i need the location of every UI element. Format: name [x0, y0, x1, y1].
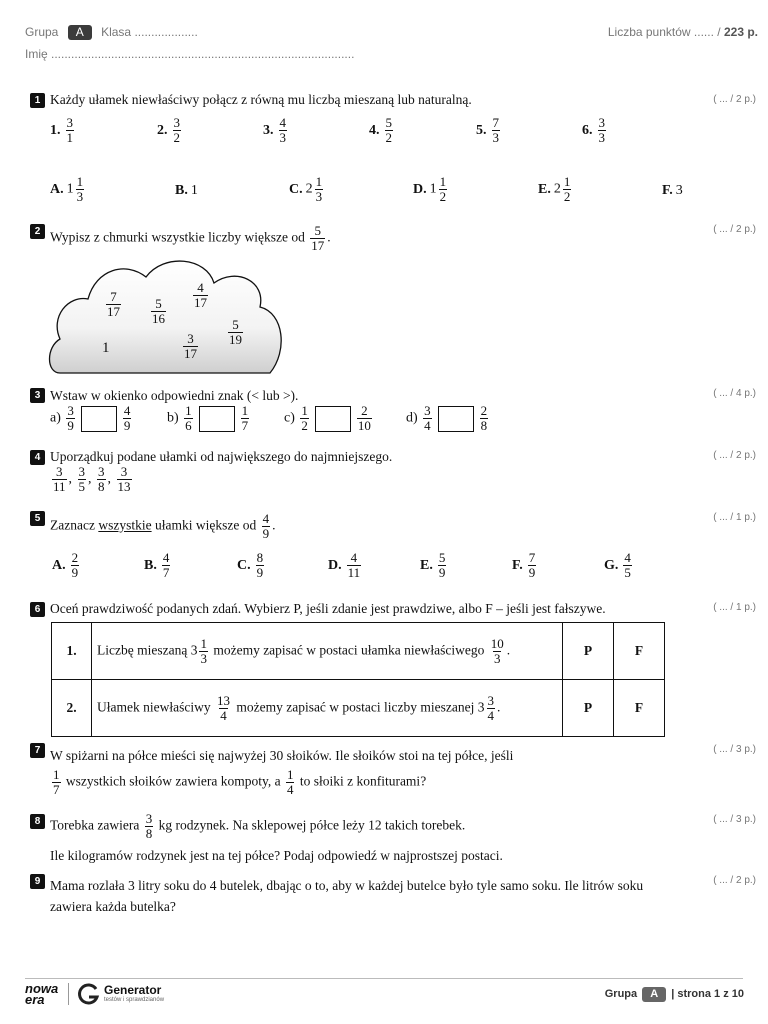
item-label: 1. — [50, 122, 61, 138]
fraction: $\frac{5}{17}$ — [311, 223, 325, 253]
fraction: $\frac{5}{9}$ — [438, 550, 446, 580]
task5-underlined: wszystkie — [98, 517, 152, 533]
cloud-fraction: $\frac{3}{17}$ — [184, 331, 197, 361]
fraction: $\frac{4}{7}$ — [162, 550, 170, 580]
group-label: Grupa — [25, 25, 59, 39]
task3-text: Wstaw w okienko odpowiedni znak (< lub >). — [50, 388, 299, 403]
option-label: F. — [662, 183, 673, 198]
statement: Ułamek niewłaściwy $\frac{13}{4}$ możemy zapisać w postaci liczby mieszanej 3 $\frac{3}{4}$ . — [92, 680, 563, 737]
fraction: $\frac{2}{10}$ — [357, 403, 371, 433]
false-option[interactable]: F — [614, 680, 665, 737]
table-row — [52, 623, 665, 680]
task6-text: Oceń prawdziwość podanych zdań. Wybierz P, jeśli zdanie jest prawdziwe, albo F – jeśli jest fałszywe. — [50, 601, 606, 616]
task4-number: 4 — [30, 450, 45, 465]
generator-logo-text: Generator — [104, 983, 162, 997]
answer-box[interactable] — [199, 406, 235, 432]
pair-label: b) — [167, 410, 179, 426]
task3-pair-b — [167, 404, 251, 433]
task6-number: 6 — [30, 602, 45, 617]
points-sep: / — [717, 25, 721, 39]
fraction: $\frac{4}{9}$ — [123, 403, 131, 433]
whole-part: 2 — [305, 181, 313, 197]
true-option[interactable]: P — [563, 623, 614, 680]
task1-number: 1 — [30, 93, 45, 108]
fraction: $\frac{2}{8}$ — [480, 403, 488, 433]
task7-points: ( ... / 3 p.) — [713, 744, 756, 755]
fraction: $\frac{5}{2}$ — [385, 115, 392, 145]
fraction: $\frac{4}{5}$ — [624, 550, 631, 580]
task8-line1: Torebka zawiera $\frac{3}{8}$ kg rodzynek. Na sklepowej półce leży 12 takich torebek. — [50, 811, 466, 841]
task5-option-f[interactable] — [512, 551, 538, 580]
fraction: $\frac{1}{2}$ — [301, 403, 308, 433]
option-label: C. — [289, 181, 303, 197]
task7-number: 7 — [30, 743, 45, 758]
task5-text-a: Zaznacz — [50, 517, 95, 533]
task9-line1: Mama rozlała 3 litry soku do 4 butelek, dbając o to, aby w każdej butelce było tyle samo soku. Ile litrów soku — [50, 878, 644, 893]
option-label: A. — [50, 181, 64, 197]
option-label: E. — [420, 557, 433, 573]
item-label: 4. — [369, 122, 380, 138]
cloud-fraction: $\frac{5}{19}$ — [229, 317, 242, 347]
answer-box[interactable] — [315, 406, 351, 432]
option-label: D. — [413, 181, 427, 197]
whole-part: 3 — [675, 183, 683, 198]
task1-points: ( ... / 2 p.) — [713, 94, 756, 105]
option-label: G. — [604, 557, 619, 573]
fraction: $\frac{1}{3}$ — [200, 635, 207, 666]
fraction: $\frac{1}{7}$ — [53, 767, 60, 797]
task1-option-a[interactable] — [50, 175, 86, 204]
task5-option-a[interactable] — [52, 551, 81, 580]
fraction: $\frac{1}{7}$ — [241, 403, 249, 433]
points-label: Liczba punktów — [607, 25, 691, 39]
task1-item-6[interactable] — [582, 116, 608, 145]
fraction: $\frac{3}{9}$ — [67, 403, 74, 433]
option-label: F. — [512, 557, 523, 573]
answer-box[interactable] — [81, 406, 117, 432]
whole-part: 1 — [190, 183, 198, 198]
cloud-fraction: $\frac{7}{17}$ — [107, 289, 120, 319]
fraction: $\frac{1}{3}$ — [76, 174, 84, 204]
footer-group-badge: A — [642, 987, 666, 1002]
fraction: $\frac{1}{6}$ — [185, 403, 192, 433]
option-label: D. — [328, 557, 342, 573]
option-label: B. — [175, 183, 188, 198]
fraction: $\frac{3}{5}$ — [78, 464, 86, 494]
pair-label: a) — [50, 410, 61, 426]
fraction: $\frac{2}{9}$ — [71, 550, 79, 580]
task5-points: ( ... / 1 p.) — [713, 512, 756, 523]
task9-line2: zawiera każda butelka? — [50, 899, 176, 914]
statement: Liczbę mieszaną 3 $\frac{1}{3}$ możemy zapisać w postaci ułamka niewłaściwego $\frac{10}{3}$ . — [92, 623, 563, 680]
task5-option-g[interactable] — [604, 551, 634, 580]
task2-points: ( ... / 2 p.) — [713, 224, 756, 235]
item-label: 6. — [582, 122, 593, 138]
task2-text: Wypisz z chmurki wszystkie liczby większe od $\frac{5}{17}$ . — [50, 223, 331, 253]
task3-number: 3 — [30, 388, 45, 403]
task5-text: Zaznacz wszystkie ułamki większe od $\frac{4}{9}$ . — [50, 511, 276, 541]
whole-part: 1 — [66, 181, 74, 197]
table-row — [52, 680, 665, 737]
false-option[interactable]: F — [614, 623, 665, 680]
fraction: $\frac{7}{3}$ — [492, 115, 499, 145]
true-option[interactable]: P — [563, 680, 614, 737]
points-field[interactable]: ...... — [693, 25, 714, 39]
task4-points: ( ... / 2 p.) — [713, 450, 756, 461]
footer-page-number: | strona 1 z 10 — [671, 988, 744, 1000]
task8-line2: Ile kilogramów rodzynek jest na tej półce? Podaj odpowiedź w najprostszej postaci. — [50, 848, 503, 863]
task5-option-b[interactable] — [144, 551, 172, 580]
fraction: $\frac{1}{2}$ — [439, 174, 447, 204]
true-false-table — [51, 622, 665, 737]
task1-item-5[interactable] — [476, 116, 502, 145]
footer-divider — [25, 978, 743, 979]
separator: , — [107, 471, 112, 487]
answer-box[interactable] — [438, 406, 474, 432]
separator: , — [88, 471, 92, 487]
class-field[interactable]: ................... — [134, 25, 198, 39]
fraction: $\frac{1}{2}$ — [563, 174, 571, 204]
task1-option-e[interactable] — [538, 175, 573, 204]
fraction: $\frac{10}{3}$ — [490, 635, 504, 666]
fraction: $\frac{4}{9}$ — [262, 511, 270, 541]
fraction: $\frac{1}{4}$ — [286, 767, 294, 797]
task7-line1: W spiżarni na półce mieści się najwyżej 30 słoików. Ile słoików stoi na tej półce, jeśli — [50, 748, 514, 763]
task8-points: ( ... / 3 p.) — [713, 814, 756, 825]
task7-line2: $\frac{1}{7}$ wszystkich słoików zawiera kompoty, a $\frac{1}{4}$ to słoiki z konfiturami? — [53, 767, 427, 797]
task1-option-c[interactable] — [289, 175, 325, 204]
task9-points: ( ... / 2 p.) — [713, 875, 756, 886]
task3-pair-c — [284, 404, 374, 433]
fraction: $\frac{3}{4}$ — [487, 692, 494, 723]
points-total: 223 p. — [723, 25, 758, 39]
header-group — [25, 25, 198, 40]
header-points — [608, 25, 758, 39]
class-label: Klasa — [101, 25, 132, 39]
task1-text: Każdy ułamek niewłaściwy połącz z równą mu liczbą mieszaną lub naturalną. — [50, 92, 472, 107]
task4-text: Uporządkuj podane ułamki od największego do najmniejszego. — [50, 449, 393, 464]
nowa-era-logo: nowa era — [25, 981, 59, 1007]
task5-option-c[interactable] — [237, 551, 266, 580]
fraction: $\frac{4}{11}$ — [347, 550, 361, 580]
footer-group-label: Grupa — [604, 988, 638, 1000]
logo-separator — [68, 983, 69, 1005]
footer-page-info — [605, 987, 744, 1002]
task1-item-3[interactable] — [263, 116, 289, 145]
fraction: $\frac{1}{3}$ — [315, 174, 323, 204]
header-name — [25, 47, 354, 61]
name-field[interactable]: ........................................................................................... — [51, 47, 355, 61]
task8-number: 8 — [30, 814, 45, 829]
separator: , — [68, 471, 73, 487]
option-label: C. — [237, 557, 251, 573]
fraction: $\frac{8}{9}$ — [256, 550, 264, 580]
generator-logo-sub: testów i sprawdzianów — [104, 997, 165, 1003]
fraction: $\frac{3}{13}$ — [117, 464, 131, 494]
option-label: E. — [538, 181, 551, 197]
fraction: $\frac{3}{8}$ — [98, 464, 105, 494]
task1-option-f[interactable] — [662, 183, 683, 199]
task5-option-e[interactable] — [420, 551, 448, 580]
row-number: 2. — [52, 680, 92, 737]
task2-label: Wypisz z chmurki wszystkie liczby większe od — [50, 229, 305, 245]
task9-number: 9 — [30, 874, 45, 889]
task3-pair-a — [50, 404, 133, 433]
fraction: $\frac{3}{4}$ — [424, 403, 431, 433]
task1-option-d[interactable] — [413, 175, 449, 204]
task5-number: 5 — [30, 511, 45, 526]
fraction: $\frac{3}{1}$ — [66, 115, 73, 145]
whole-part: 1 — [429, 181, 437, 197]
whole-part: 2 — [553, 181, 561, 197]
cloud-number: 1 — [102, 340, 110, 356]
item-label: 2. — [157, 122, 168, 138]
pair-label: d) — [406, 410, 418, 426]
fraction: $\frac{13}{4}$ — [216, 692, 230, 723]
item-label: 5. — [476, 122, 487, 138]
group-badge: A — [68, 25, 92, 40]
pair-label: c) — [284, 410, 295, 426]
task1-item-4[interactable] — [369, 116, 395, 145]
task1-option-b[interactable] — [175, 183, 198, 199]
option-label: B. — [144, 557, 157, 573]
task4-fractions — [50, 465, 134, 494]
task5-option-d[interactable] — [328, 551, 363, 580]
task3-pair-d — [406, 404, 490, 433]
fraction: $\frac{3}{3}$ — [598, 115, 605, 145]
task6-points: ( ... / 1 p.) — [713, 602, 756, 613]
fraction: $\frac{3}{11}$ — [53, 464, 66, 494]
generator-g-icon — [76, 982, 100, 1006]
item-label: 3. — [263, 122, 274, 138]
option-label: A. — [52, 557, 66, 573]
fraction: $\frac{3}{2}$ — [173, 115, 180, 145]
task2-number: 2 — [30, 224, 45, 239]
row-number: 1. — [52, 623, 92, 680]
task1-item-2[interactable] — [157, 116, 183, 145]
cloud-fraction: $\frac{4}{17}$ — [194, 280, 207, 310]
task3-points: ( ... / 4 p.) — [713, 388, 756, 399]
fraction: $\frac{7}{9}$ — [528, 550, 536, 580]
task5-text-b: ułamki większe od — [154, 517, 257, 533]
fraction: $\frac{3}{8}$ — [145, 811, 153, 841]
task1-item-1[interactable] — [50, 116, 76, 145]
cloud-fraction: $\frac{5}{16}$ — [152, 296, 165, 326]
fraction: $\frac{4}{3}$ — [279, 115, 286, 145]
name-label: Imię — [25, 47, 48, 61]
